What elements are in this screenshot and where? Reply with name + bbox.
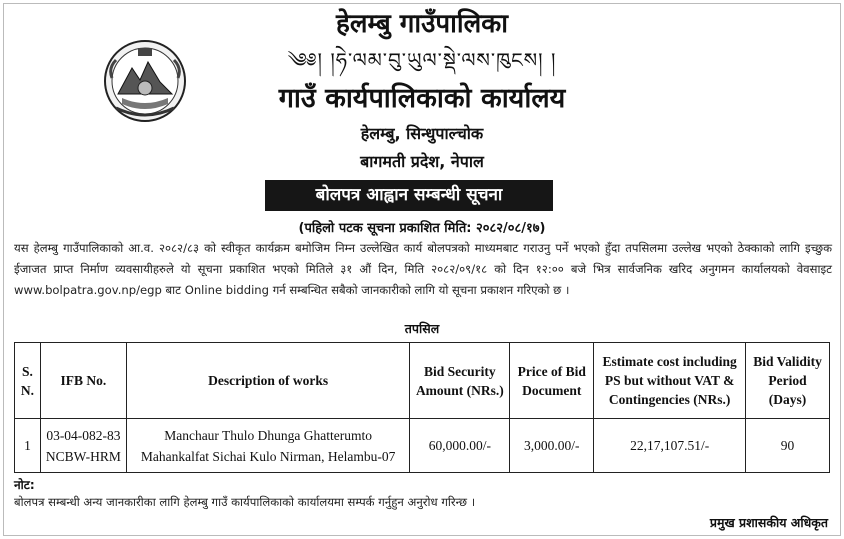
ifb-line-1: 03-04-082-83	[46, 427, 121, 443]
municipality-title: हेलम्बु गाउँपालिका	[336, 9, 508, 39]
notice-body: यस हेलम्बु गाउँपालिकाको आ.व. २०८२/८३ को स्वीकृत कार्यक्रम बमोजिम निम्न उल्लेखित कार्य बोलपत्रको माध्यमबाट गराउनु पर्ने भएको हुँदा तपसिलमा उल्लेख भएको ठेक्काको लागि इच्छुक ईजाजत प्राप्त निर्माण व्यवसायीहरुले यो सूचना प्रकाशित भएको मितिले ३१ औं दिन, मिति २०८२/०९/१८ को दिन १२:०० बजे भित्र सार्वजनिक खरिद अनुगमन कार्यालयको वेवसाइट www.bolpatra.gov.np/egp बाट Online bidding गर्न सम्बन्धित सबैको जानकारीको लागि यो सूचना प्रकाशन गरिएको छ ।	[14, 241, 832, 297]
header-ifb: IFB No.	[40, 343, 126, 419]
header-validity: Bid Validity Period (Days)	[746, 343, 830, 419]
cell-sn: 1	[15, 419, 41, 473]
works-table	[14, 342, 830, 473]
address-line-2: बागमती प्रदेश, नेपाल	[360, 152, 484, 171]
header-price: Price of Bid Document	[510, 343, 594, 419]
cell-bid-security: 60,000.00/-	[410, 419, 510, 473]
cell-price: 3,000.00/-	[510, 419, 594, 473]
table-header-row	[15, 343, 830, 419]
office-title: गाउँ कार्यपालिकाको कार्यालय	[278, 83, 566, 114]
header-description: Description of works	[126, 343, 409, 419]
ifb-line-2: NCBW-HRM	[45, 448, 121, 464]
table-row	[15, 419, 830, 473]
note-text: बोलपत्र सम्बन्धी अन्य जानकारीका लागि हेलम्बु गाउँ कार्यपालिकाको कार्यालयमा सम्पर्क गर्नुहुन अनुरोध गरिन्छ ।	[14, 495, 476, 509]
note-label: नोट:	[14, 478, 35, 492]
notice-banner: बोलपत्र आह्वान सम्बन्धी सूचना	[265, 180, 553, 211]
tibetan-title: ༄༅། །ཧེ་ལམ་བུ་ཡུལ་སྡེ་ལས་ཁུངས། །	[287, 48, 557, 72]
header-sn: S. N.	[15, 343, 41, 419]
cell-description	[126, 419, 409, 473]
schedule-label: तपसिल	[404, 321, 440, 336]
publish-date: (पहिलो पटक सूचना प्रकाशित मिति: २०८२/०८/१७)	[298, 221, 546, 236]
cell-validity: 90	[746, 419, 830, 473]
description-line-1: Manchaur Thulo Dhunga Ghatterumto	[164, 427, 373, 443]
address-line-1: हेलम्बु, सिन्धुपाल्चोक	[360, 124, 484, 143]
cell-ifb	[40, 419, 126, 473]
header-bid-security: Bid Security Amount (NRs.)	[410, 343, 510, 419]
signatory: प्रमुख प्रशासकीय अधिकृत	[709, 515, 828, 530]
description-line-2: Mahankalfat Sichai Kulo Nirman, Helambu-07	[140, 448, 396, 464]
cell-estimate: 22,17,107.51/-	[594, 419, 746, 473]
header-estimate: Estimate cost including PS but without VAT & Contingencies (NRs.)	[594, 343, 746, 419]
